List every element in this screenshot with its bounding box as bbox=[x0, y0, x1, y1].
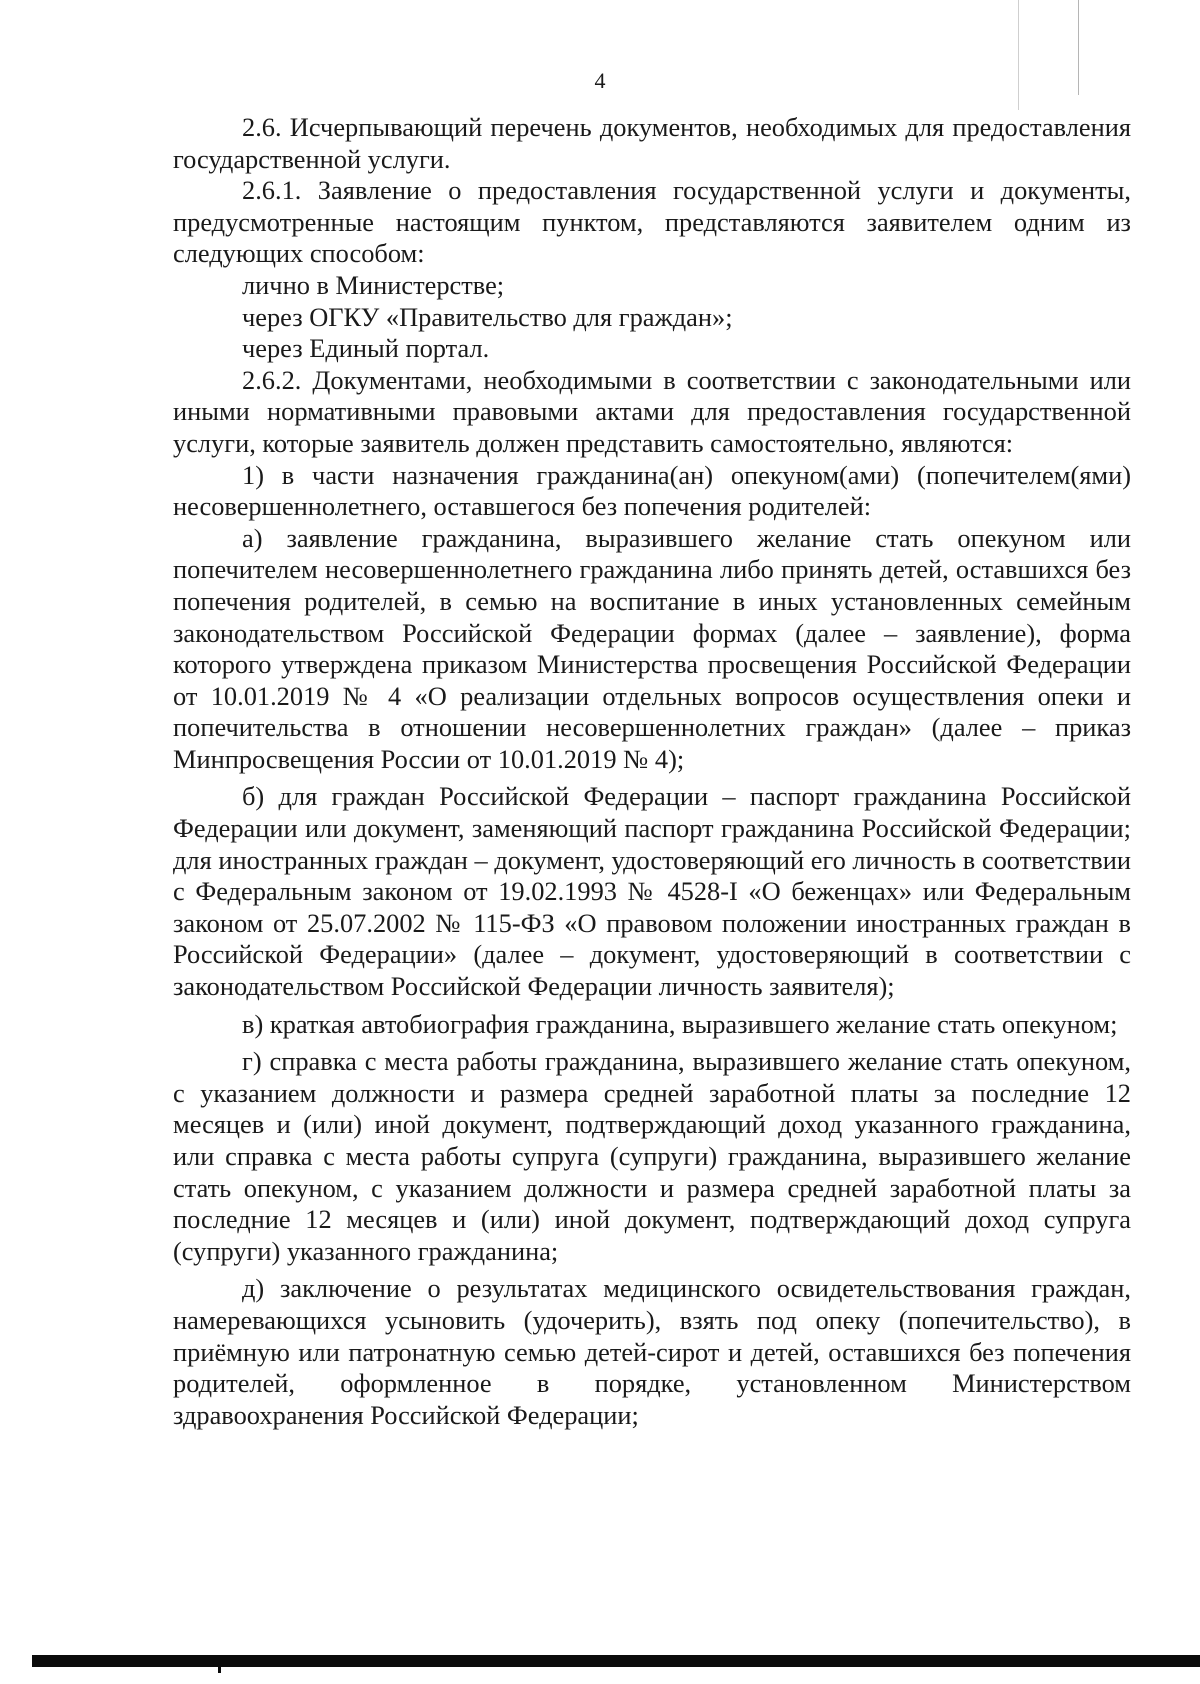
paragraph-item-v: в) краткая автобиография гражданина, выразившего желание стать опекуном; bbox=[242, 1008, 1118, 1039]
paragraph-2-6-2: 2.6.2. Документами, необходимыми в соответствии с законодательными или иными нормативными правовыми актами для предоставления государственной услуги, которые заявитель должен представить самостоятельно, являются: bbox=[173, 364, 1131, 458]
scan-bottom-bar bbox=[32, 1655, 1200, 1667]
paragraph-2-6: 2.6. Исчерпывающий перечень документов, необходимых для предоставления государственной услуги. bbox=[173, 112, 1131, 174]
list-item-method-ministry: лично в Министерстве; bbox=[242, 269, 505, 300]
paragraph-item-b: б) для граждан Российской Федерации – паспорт гражданина Российской Федерации или документ, заменяющий паспорт гражданина Российской Федерации; для иностранных граждан – документ, удостоверяющий его личность в соответствии с Федеральным законом от 19.02.1993 № 4528-I «О беженцах» или Федеральным законом от 25.07.2002 № 115-ФЗ «О правовом положении иностранных граждан в Российской Федерации» (далее – документ, удостоверяющий в соответствии с законодательством Российской Федерации личность заявителя); bbox=[173, 781, 1131, 1002]
paragraph-item-1: 1) в части назначения гражданина(ан) опекуном(ами) (попечителем(ями) несовершеннолетнего, оставшегося без попечения родителей: bbox=[173, 459, 1131, 522]
paragraph-item-g: г) справка с места работы гражданина, выразившего желание стать опекуном, с указанием должности и размера средней заработной платы за последние 12 месяцев и (или) иной документ, подтверждающий доход указанного гражданина, или справка с места работы супруга (супруги) гражданина, выразившего желание стать опекуном, с указанием должности и размера средней заработной платы за последние 12 месяцев и (или) иной документ, подтверждающий доход супруга (супруги) указанного гражданина; bbox=[173, 1046, 1131, 1266]
list-item-method-ogku: через ОГКУ «Правительство для граждан»; bbox=[242, 301, 733, 332]
paragraph-item-d: д) заключение о результатах медицинского освидетельствования граждан, намеревающихся усыновить (удочерить), взять под опеку (попечительство), в приёмную или патронатную семью детей-сирот и детей, оставшихся без попечения родителей, оформленное в порядке, установленном Министерством здравоохранения Российской Федерации; bbox=[173, 1273, 1131, 1430]
paragraph-item-a: а) заявление гражданина, выразившего желание стать опекуном или попечителем несовершеннолетнего гражданина либо принять детей, оставшихся без попечения родителей, в семью на воспитание в иных установленных семейным законодательством Российской Федерации формах (далее – заявление), форма которого утверждена приказом Министерства просвещения Российской Федерации от 10.01.2019 № 4 «О реализации отдельных вопросов осуществления опеки и попечительства в отношении несовершеннолетних граждан» (далее – приказ Минпросвещения России от 10.01.2019 № 4); bbox=[173, 522, 1131, 774]
document-body bbox=[173, 112, 1131, 1431]
page-number: 4 bbox=[594, 68, 606, 93]
paragraph-2-6-1: 2.6.1. Заявление о предоставления государственной услуги и документы, предусмотренные настоящим пунктом, представляются заявителем одним из следующих способом: bbox=[173, 175, 1131, 269]
list-item-method-portal: через Единый портал. bbox=[242, 333, 490, 364]
